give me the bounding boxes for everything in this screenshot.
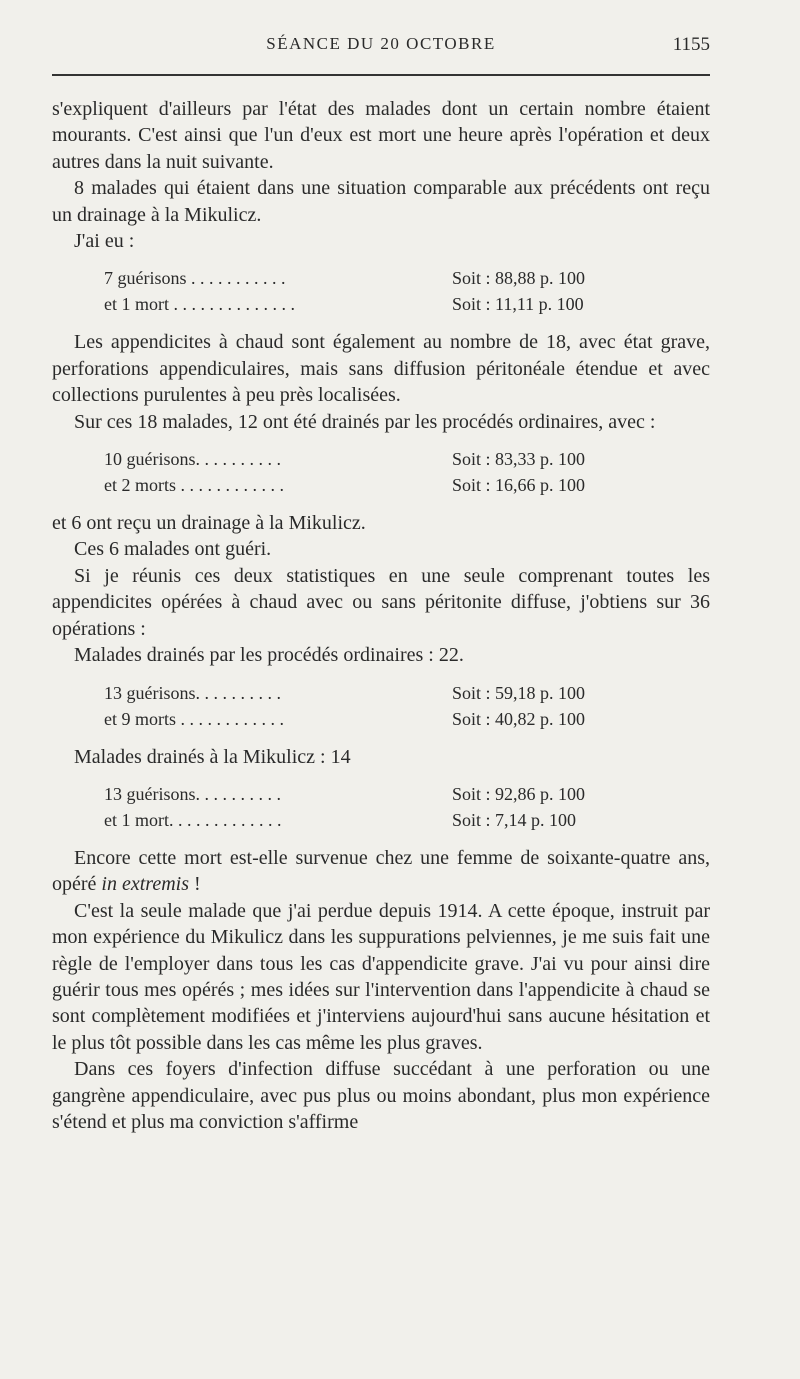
paragraph: s'expliquent d'ailleurs par l'état des malades dont un certain nombre étaient mourants. C'est ainsi que l'un d'eux est mort une heure après l'opération et deux autres dans la nuit suivante. [52, 98, 710, 173]
stat-value: Soit : 11,11 p. 100 [452, 294, 584, 315]
page-number: 1155 [672, 34, 710, 55]
statistics-block [52, 781, 710, 833]
stat-value: Soit : 83,33 p. 100 [452, 449, 586, 470]
paragraph: 8 malades qui étaient dans une situation comparable aux précédents ont reçu un drainage à la Mikulicz. [52, 177, 710, 226]
italic-phrase: in extremis [101, 873, 189, 896]
paragraph: J'ai eu : [74, 230, 135, 253]
statistics-block [52, 265, 710, 317]
stat-line [52, 291, 710, 317]
paragraph: Dans ces foyers d'infection diffuse succédant à une perforation ou une gangrène appendiculaire, avec pus plus ou moins abondant, plus mon expérience s'étend et plus ma conviction s'affirme [52, 1058, 710, 1133]
page-header [52, 34, 710, 64]
stat-line [52, 781, 710, 807]
stat-label: et 1 mort . . . . . . . . . . . . . . [104, 294, 295, 315]
paragraph: C'est la seule malade que j'ai perdue depuis 1914. A cette époque, instruit par mon expérience du Mikulicz dans les suppurations pelviennes, je me suis fait une règle de l'employer dans tous les cas d'appendicite grave. J'ai vu pour ainsi dire guérir tous mes opérés ; mes idées sur l'intervention dans l'appendicite à chaud se sont complètement modifiées et j'interviens aujourd'hui sans aucune hésitation et le plus tôt possible dans les cas même les plus graves. [52, 899, 710, 1054]
stat-value: Soit : 40,82 p. 100 [452, 708, 586, 729]
paragraph: et 6 ont reçu un drainage à la Mikulicz. [52, 512, 366, 535]
stat-label: et 2 morts . . . . . . . . . . . . [104, 475, 284, 496]
stat-line [52, 706, 710, 732]
paragraph: Malades drainés par les procédés ordinaires : 22. [74, 644, 464, 667]
stat-label: et 9 morts . . . . . . . . . . . . [104, 708, 284, 729]
stat-value: Soit : 16,66 p. 100 [452, 475, 586, 496]
stat-value: Soit : 92,86 p. 100 [452, 783, 586, 804]
paragraph: Les appendicites à chaud sont également au nombre de 18, avec état grave, perforations appendiculaires, mais sans diffusion péritonéale étendue et avec collections purulentes à peu près localisées. [52, 331, 710, 407]
paragraph: Si je réunis ces deux statistiques en une seule comprenant toutes les appendicites opérées à chaud avec ou sans péritonite diffuse, j'obtiens sur 36 opérations : [52, 564, 710, 640]
stat-line [52, 680, 710, 706]
body-text [52, 96, 710, 1135]
header-rule [52, 74, 710, 76]
statistics-block [52, 680, 710, 732]
stat-label: 7 guérisons . . . . . . . . . . . [104, 268, 286, 289]
stat-label: 13 guérisons. . . . . . . . . . [104, 682, 281, 703]
stat-line [52, 446, 710, 472]
stat-line [52, 472, 710, 498]
stat-line [52, 807, 710, 833]
paragraph: Sur ces 18 malades, 12 ont été drainés par les procédés ordinaires, avec : [74, 410, 656, 433]
stat-label: et 1 mort. . . . . . . . . . . . . [104, 809, 282, 830]
running-title: SÉANCE DU 20 OCTOBRE [266, 34, 496, 53]
stat-value: Soit : 7,14 p. 100 [452, 809, 577, 830]
stat-value: Soit : 88,88 p. 100 [452, 268, 586, 289]
paragraph [52, 845, 710, 898]
stat-label: 10 guérisons. . . . . . . . . . [104, 449, 281, 470]
paragraph: Ces 6 malades ont guéri. [74, 538, 272, 561]
stat-value: Soit : 59,18 p. 100 [452, 682, 586, 703]
statistics-block [52, 446, 710, 498]
text-run: ! [194, 873, 201, 896]
text-run: Encore cette mort est-elle survenue chez une femme de soixante-quatre ans, opéré [52, 846, 710, 896]
stat-label: 13 guérisons. . . . . . . . . . [104, 783, 281, 804]
stat-line [52, 265, 710, 291]
paragraph: Malades drainés à la Mikulicz : 14 [74, 745, 351, 768]
